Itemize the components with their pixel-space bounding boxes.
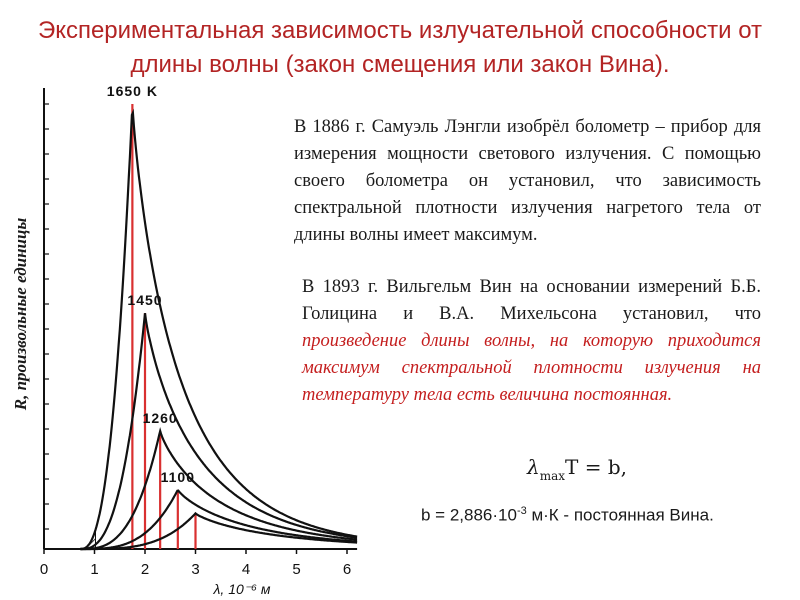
wien-paragraph-highlight: произведение длины волны, на которую приходится максимум спектральной плотности излучения на температуру тела есть величина постоянная. — [302, 331, 761, 405]
formula-rest: T = b, — [565, 455, 627, 479]
constant-prefix: b = 2,886·10 — [421, 505, 517, 525]
formula-subscript: max — [539, 469, 565, 483]
x-tick-label: 2 — [140, 561, 150, 578]
constant-suffix: м·К - постоянная Вина. — [526, 505, 714, 525]
x-tick-label: 3 — [191, 561, 200, 578]
curve-label-1: 1650 K — [106, 83, 158, 99]
title-line-1: Экспериментальная зависимость излучательной способности от — [37, 17, 763, 44]
formula-lambda: λ — [527, 455, 540, 479]
x-tick-label: 5 — [292, 561, 301, 578]
constant-exponent: -3 — [516, 505, 527, 517]
curve-label-3: 1260 — [142, 410, 178, 427]
x-tick-label: 0 — [39, 561, 49, 578]
curve-label-4: 1100 — [160, 468, 196, 485]
x-tick-label: 6 — [342, 561, 352, 578]
x-axis-label: λ, 10⁻⁶ м — [213, 581, 271, 597]
wien-paragraph-plain: В 1893 г. Вильгельм Вин на основании измерений Б.Б. Голицина и В.А. Михельсона установил, что — [302, 277, 761, 324]
wien-paragraph — [302, 274, 761, 409]
title-line-2: длины волны (закон смещения или закон Вина). — [130, 51, 670, 78]
y-axis-label: R, произвольные единицы — [11, 217, 30, 411]
wien-formula — [527, 455, 627, 483]
x-tick-label: 1 — [90, 561, 99, 578]
wien-constant — [421, 505, 714, 526]
x-tick-label: 4 — [241, 561, 251, 578]
curve-3 — [80, 431, 357, 549]
langley-paragraph: В 1886 г. Самуэль Лэнгли изобрёл болометр – прибор для измерения мощности светового излучения. С помощью своего болометра он установил, что зависимость спектральной плотности излучения нагретого тела от длины волны имеет максимум. — [294, 117, 761, 245]
curve-label-2: 1450 — [127, 292, 163, 309]
